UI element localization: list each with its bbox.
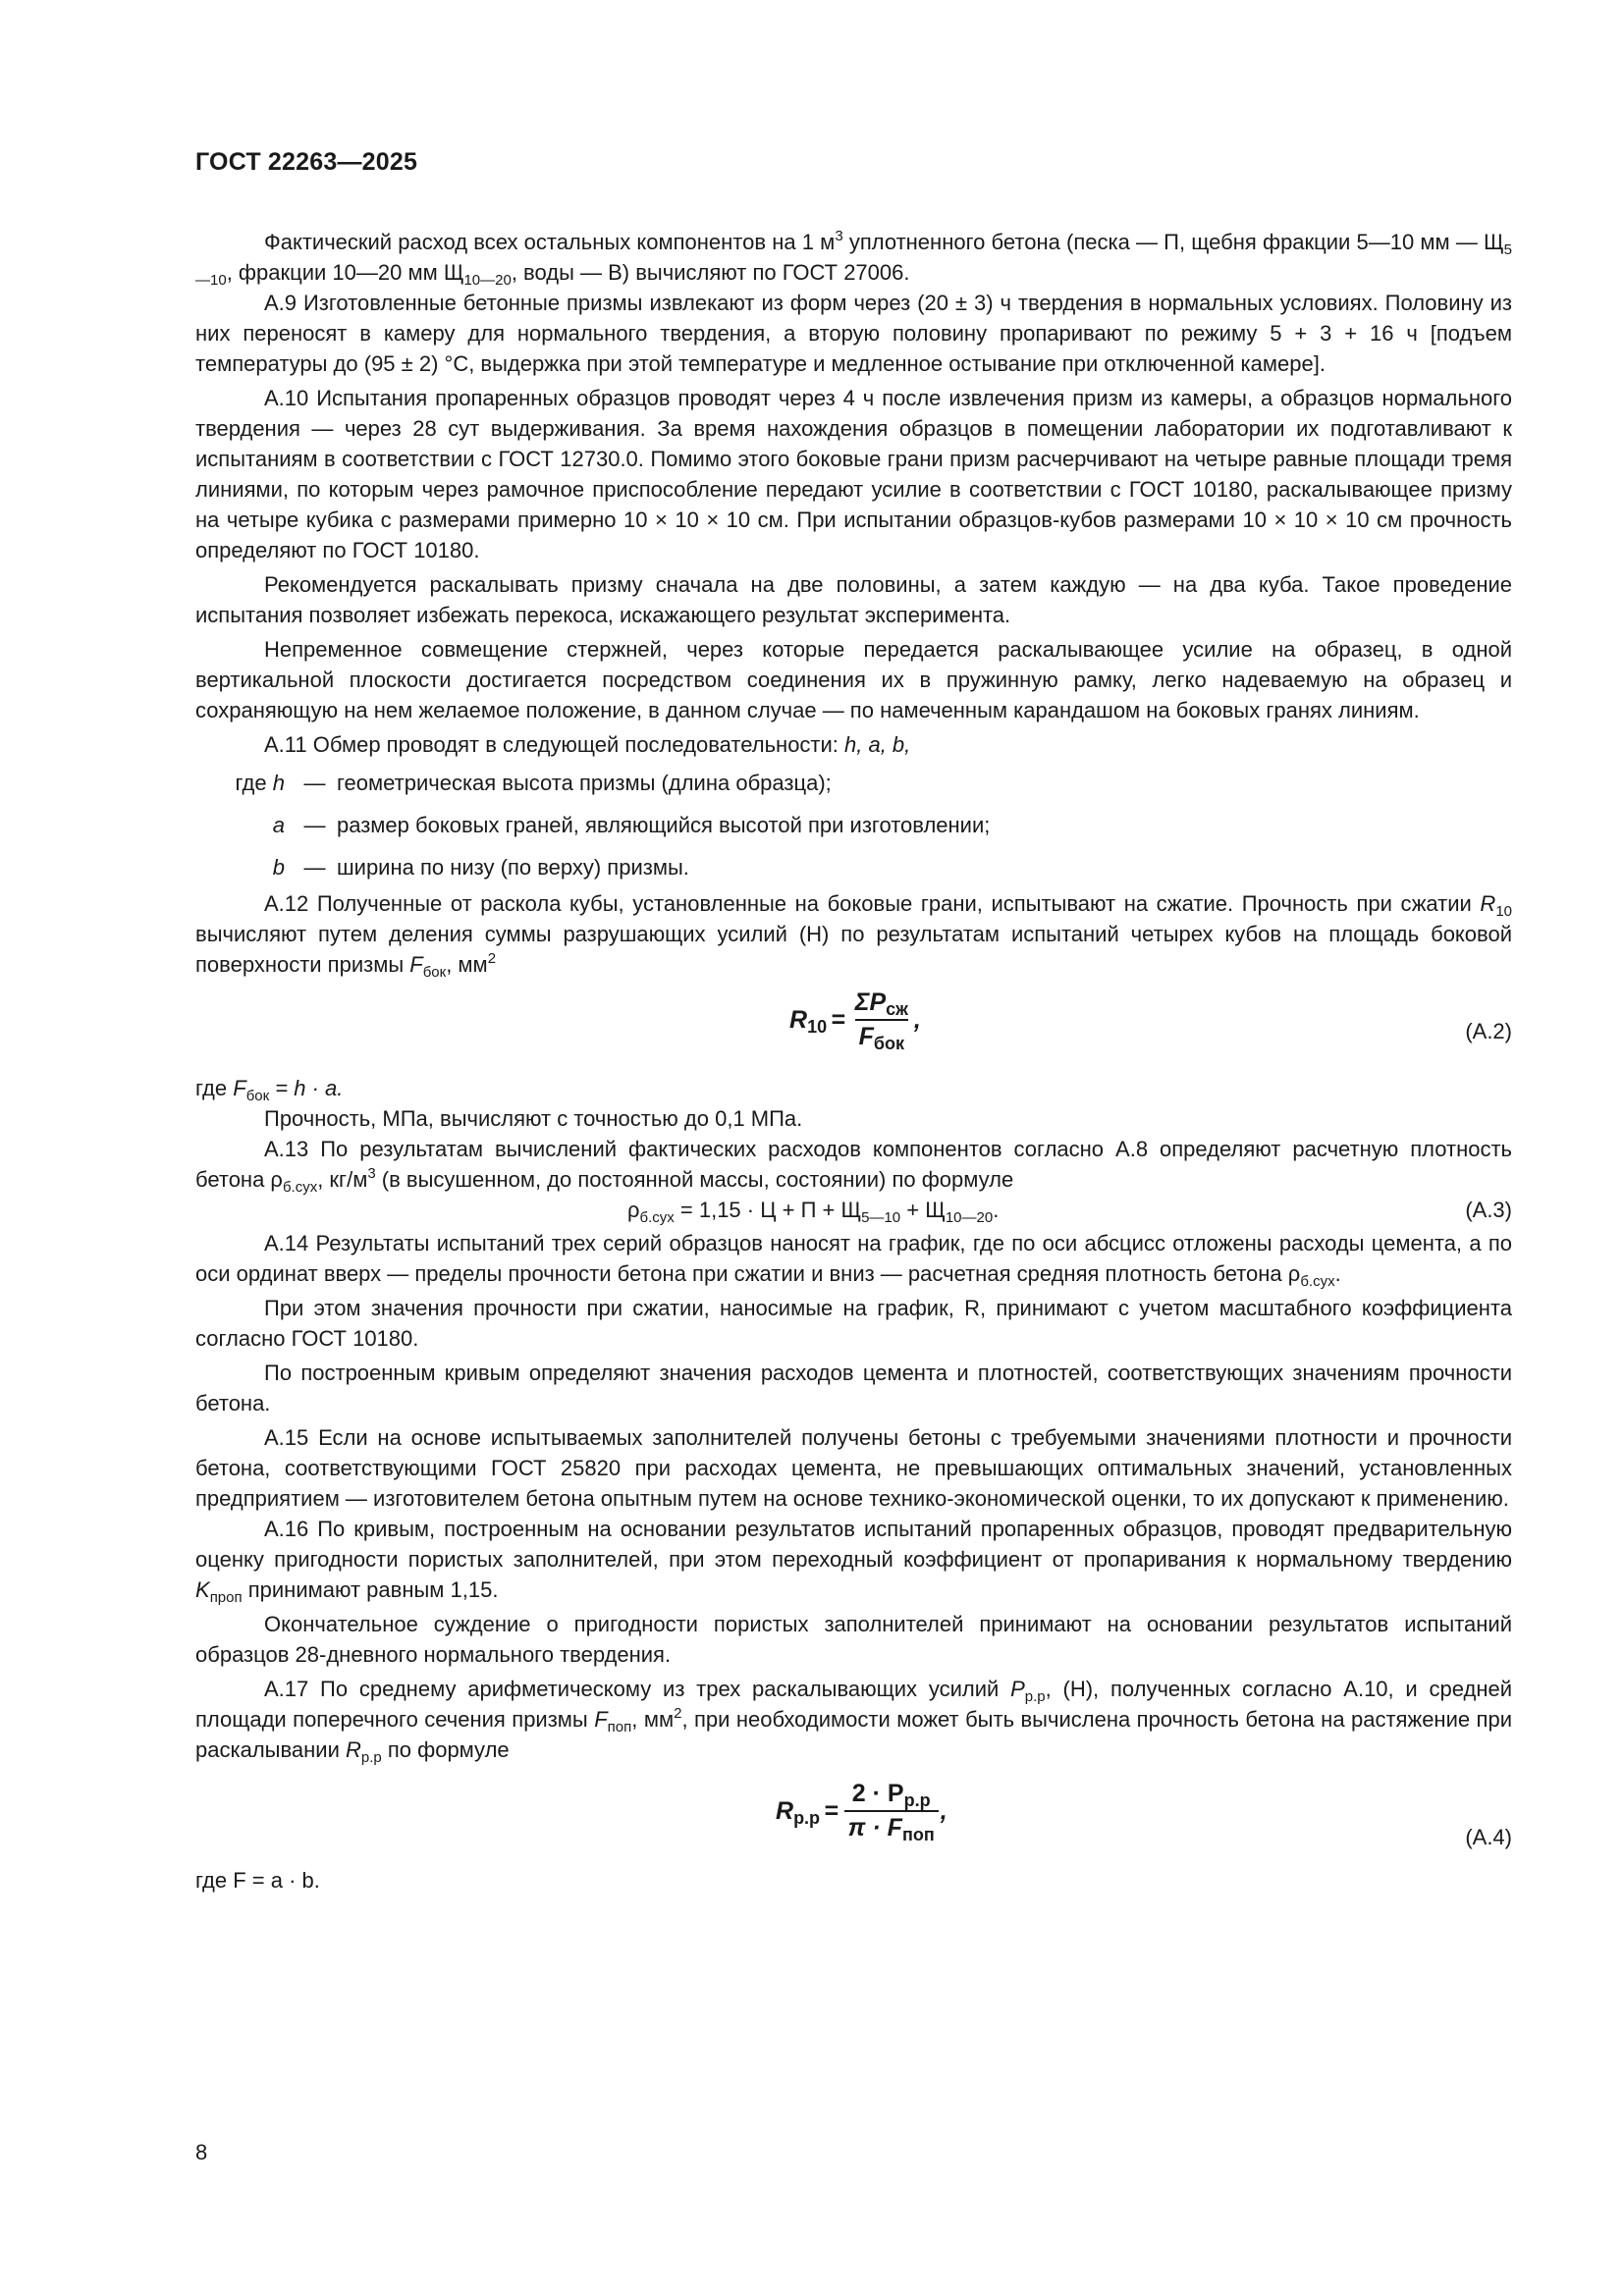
where-item: a — размер боковых граней, являющийся высотой при изготовлении; xyxy=(272,813,991,837)
paragraph-a10: А.10 Испытания пропаренных образцов проводят через 4 ч после извлечения призм из камеры, а образцов нормального твердения — через 28 сут выдерживания. За время нахождения образцов в помещении лаборатории их подготавливают к испытаниям в соответствии с ГОСТ 12730.0. Помимо этого боковые грани призм расчерчивают на четыре равные площади тремя линиями, по которым через рамочное приспособление передают усилие в соответствии с ГОСТ 10180, раскалывающее призму на четыре кубика с размерами примерно 10 × 10 × 10 см. При испытании образцов-кубов размерами 10 × 10 × 10 см прочность определяют по ГОСТ 10180. xyxy=(195,386,1512,562)
paragraph-a16: А.16 По кривым, построенным на основании результатов испытаний пропаренных образцов, проводят предварительную оценку пригодности пористых заполнителей, при этом переходный коэффициент от пропаривания к нормальному твердению $K_{проп}$ принимают равным 1,15. xyxy=(195,1517,1512,1606)
formula-a2-number: (А.2) xyxy=(1465,1019,1512,1043)
formula-a3 xyxy=(195,1195,1512,1228)
paragraph-where-f: где F = a · b. xyxy=(195,1868,320,1893)
paragraph-a15: А.15 Если на основе испытываемых заполнителей получены бетоны с требуемыми значениями плотности и прочности бетона, соответствующими ГОСТ 25820 при расходах цемента, не превышающих оптимальных значений, установленных предприятием — изготовителем бетона опытным путем на основе технико-экономической оценки, то их допускают к применению. xyxy=(195,1425,1512,1511)
document-header: ГОСТ 22263—2025 xyxy=(195,148,418,176)
paragraph-components: Фактический расход всех остальных компонентов на 1 $м^3$ уплотненного бетона (песка — П, щебня фракции 5—10 мм — $Щ_{5—10}$, фракции 10—20 мм $Щ_{10—20}$, воды — В) вычисляют по ГОСТ 27006. xyxy=(195,228,1512,289)
formula-a3-expression: $\rho_{б.сух} = 1,15 \cdot Ц + П + Щ_{5—10} + Щ_{10—20}$. xyxy=(627,1198,1000,1226)
formula-a4-number: (А.4) xyxy=(1465,1825,1512,1849)
paragraph-a9: А.9 Изготовленные бетонные призмы извлекают из форм через (20 ± 3) ч твердения в нормальных условиях. Половину из них переносят в камеру для нормального твердения, а вторую половину пропаривают по режиму 5 + 3 + 16 ч [подъем температуры до (95 ± 2) °С, выдержка при этой температуре и медленное остывание при отключенной камере]. xyxy=(195,291,1512,376)
paragraph-a17: А.17 По среднему арифметическому из трех раскалывающих усилий $P_{р.р}$, (Н), полученных согласно А.10, и средней площади поперечного сечения призмы $F_{поп}$, $мм^2$, при необходимости может быть вычислена прочность бетона на растяжение при раскалывании $R_{р.р}$ по формуле xyxy=(195,1677,1513,1766)
paragraph-final-judgement: Окончательное суждение о пригодности пористых заполнителей принимают на основании результатов испытаний образцов 28-дневного нормального твердения. xyxy=(195,1612,1512,1667)
paragraph-where-fbok: где $F_{бок} = h \cdot a$. xyxy=(195,1076,344,1104)
paragraph-scale-factor: При этом значения прочности при сжатии, наносимые на график, R, принимают с учетом масштабного коэффициента согласно ГОСТ 10180. xyxy=(195,1296,1512,1351)
paragraph-a11: А.11 Обмер проводят в следующей последовательности: h, a, b, xyxy=(264,732,911,757)
paragraph-a14: А.14 Результаты испытаний трех серий образцов наносят на график, где по оси абсцисс отложены расходы цемента, а по оси ординат вверх — пределы прочности бетона при сжатии и вниз — расчетная средняя плотность бетона $\rho_{б.сух}$. xyxy=(195,1231,1512,1290)
paragraph-rods: Непременное совмещение стержней, через которые передается раскалывающее усилие на образец, в одной вертикальной плоскости достигается посредством соединения их в пружинную рамку, легко надеваемую на образец и сохраняющую на нем желаемое положение, в данном случае — по намеченным карандашом на боковых гранях линиям. xyxy=(195,637,1512,722)
formula-a4-expression: $R_{р.р}$ = $\frac{2 \cdot P_{р.р}}{\pi \cdot F_{поп}}$ , xyxy=(776,1780,947,1844)
where-item: b — ширина по низу (по верху) призмы. xyxy=(272,855,689,880)
formula-a2-expression: $R_{10}$ = $\frac{\Sigma P_{сж}}{F_{бок}}$ , xyxy=(789,988,921,1053)
where-list xyxy=(195,762,1512,888)
where-item: где h — геометрическая высота призмы (длина образца); xyxy=(235,771,832,795)
page-number: 8 xyxy=(195,2140,208,2164)
paragraph-a12: А.12 Полученные от раскола кубы, установленные на боковые грани, испытывают на сжатие. Прочность при сжатии $R_{10}$ вычисляют путем деления суммы разрушающих усилий (Н) по результатам испытаний четырех кубов на площадь боковой поверхности призмы $F_{бок}$, $мм^2$ xyxy=(195,891,1512,981)
formula-a3-number: (А.3) xyxy=(1465,1198,1512,1222)
document-body xyxy=(195,227,1512,1896)
paragraph-recommendation: Рекомендуется раскалывать призму сначала на две половины, а затем каждую — на два куба. Такое проведение испытания позволяет избежать перекоса, искажающего результат эксперимента. xyxy=(195,572,1512,627)
formula-a2 xyxy=(195,980,1512,1073)
paragraph-precision: Прочность, МПа, вычисляют с точностью до 0,1 МПа. xyxy=(264,1106,803,1131)
paragraph-a13: А.13 По результатам вычислений фактических расходов компонентов согласно А.8 определяют расчетную плотность бетона $\rho_{б.сух}$, $кг/м^3$ (в высушенном, до постоянной массы, состоянии) по формуле xyxy=(195,1137,1512,1196)
formula-a4 xyxy=(195,1765,1512,1863)
paragraph-curves: По построенным кривым определяют значения расходов цемента и плотностей, соответствующих значениям прочности бетона. xyxy=(195,1361,1512,1415)
